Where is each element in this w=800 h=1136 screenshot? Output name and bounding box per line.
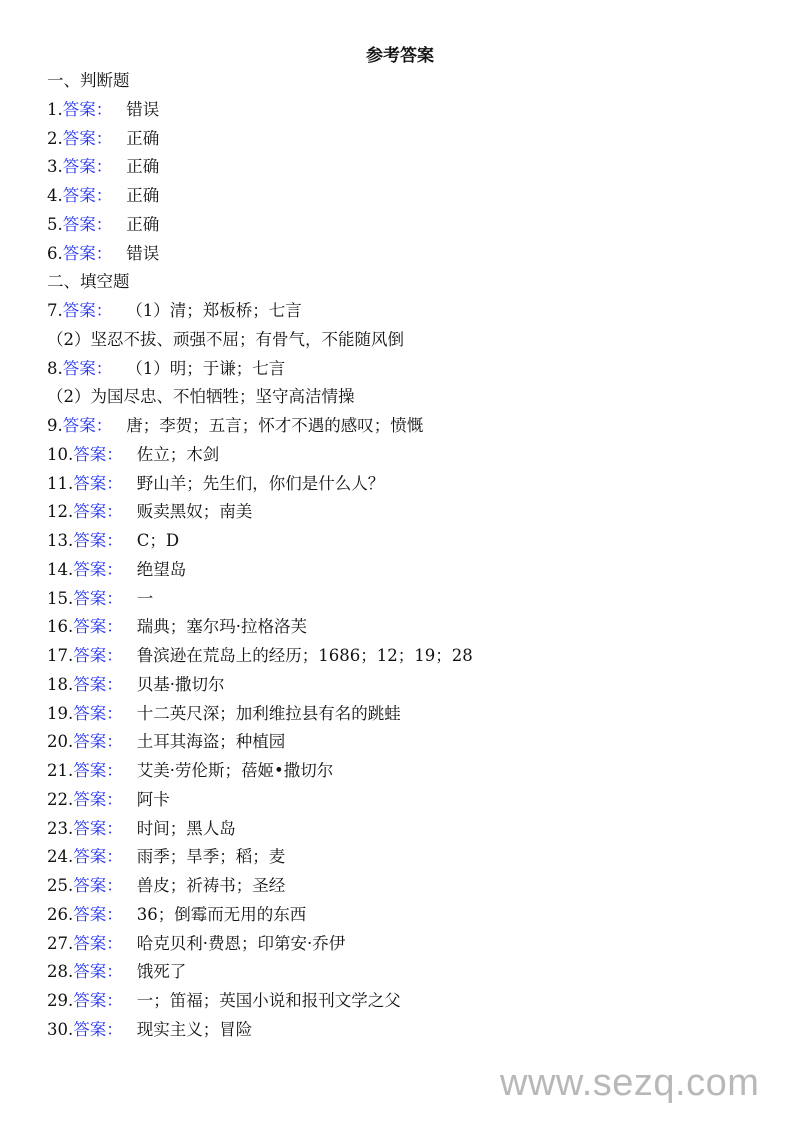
question-number: 17. xyxy=(47,646,74,665)
answer-item xyxy=(47,675,225,695)
answer-text: 饿死了 xyxy=(136,962,187,982)
answer-text: 贝基·撒切尔 xyxy=(136,674,225,694)
answer-label: 答案： xyxy=(73,444,123,464)
question-number: 19. xyxy=(47,703,74,723)
answer-text: 十二英尺深；加利维拉县有名的跳蛙 xyxy=(136,703,401,723)
answer-item xyxy=(47,560,186,580)
question-number: 25. xyxy=(47,876,74,895)
answer-label: 答案： xyxy=(73,674,123,694)
answer-text: 绝望岛 xyxy=(136,559,187,579)
answer-item xyxy=(47,359,285,379)
answer-text: 正确 xyxy=(126,157,160,177)
answer-label: 答案： xyxy=(73,703,123,723)
answer-text: 一；笛福；英国小说和报刊文学之父 xyxy=(136,991,401,1010)
answer-text: C；D xyxy=(136,531,180,550)
question-number: 30. xyxy=(47,1019,74,1039)
answer-continuation-text: （2）坚忍不拔、顽强不屈；有骨气，不能随风倒 xyxy=(47,329,404,349)
answer-item xyxy=(47,301,302,321)
answer-item xyxy=(47,589,153,609)
page-title: 参考答案 xyxy=(366,46,434,66)
answer-text: 一 xyxy=(136,588,154,608)
answer-item xyxy=(47,531,179,551)
question-number: 1. xyxy=(47,99,63,119)
section-heading-text: 二、填空题 xyxy=(47,272,130,292)
question-number: 5. xyxy=(47,214,63,234)
answer-label: 答案： xyxy=(73,847,123,867)
answer-text: 唐；李贺；五言；怀才不遇的感叹；愤慨 xyxy=(126,416,424,435)
answer-item xyxy=(47,502,252,522)
question-number: 6. xyxy=(47,243,63,263)
answer-label: 答案： xyxy=(62,157,113,177)
answer-label: 答案： xyxy=(62,358,113,378)
answer-item xyxy=(47,617,307,637)
question-number: 8. xyxy=(47,358,63,378)
answer-text: 正确 xyxy=(126,128,160,148)
answer-label: 答案： xyxy=(73,617,123,637)
answer-label: 答案： xyxy=(73,588,123,608)
answer-item xyxy=(47,646,473,666)
question-number: 14. xyxy=(47,559,74,579)
answer-text: 雨季；旱季；稻；麦 xyxy=(136,847,286,867)
answer-text: 鲁滨逊在荒岛上的经历；1686；12；19；28 xyxy=(136,646,473,665)
answer-text: 贩卖黑奴；南美 xyxy=(136,502,253,522)
question-number: 16. xyxy=(47,617,74,637)
question-number: 29. xyxy=(47,991,74,1010)
question-number: 24. xyxy=(47,847,74,867)
answer-item xyxy=(47,876,285,896)
question-number: 21. xyxy=(47,761,74,780)
answer-label: 答案： xyxy=(73,876,123,895)
answer-item xyxy=(47,1020,252,1040)
answer-label: 答案： xyxy=(73,732,123,752)
answer-label: 答案： xyxy=(73,761,123,780)
question-number: 4. xyxy=(47,186,63,205)
answer-label: 答案： xyxy=(62,243,113,263)
answer-item xyxy=(47,157,159,177)
question-number: 3. xyxy=(47,157,63,177)
question-number: 11. xyxy=(47,473,74,493)
answer-label: 答案： xyxy=(73,473,123,493)
answer-text: 现实主义；冒险 xyxy=(136,1019,253,1039)
answer-label: 答案： xyxy=(62,186,113,205)
question-number: 23. xyxy=(47,818,74,838)
answer-label: 答案： xyxy=(73,904,123,924)
answer-label: 答案： xyxy=(62,301,113,320)
question-number: 13. xyxy=(47,531,74,550)
answer-item xyxy=(47,847,285,867)
answer-text: 正确 xyxy=(126,186,160,205)
question-number: 22. xyxy=(47,789,74,809)
answer-text: 时间；黑人岛 xyxy=(136,818,236,838)
answer-label: 答案： xyxy=(73,1019,123,1039)
answer-text: （1）明；于谦；七言 xyxy=(126,358,286,378)
answer-continuation xyxy=(47,330,404,350)
answer-label: 答案： xyxy=(62,214,113,234)
question-number: 10. xyxy=(47,444,74,464)
answer-item xyxy=(47,704,401,724)
question-number: 2. xyxy=(47,128,63,148)
answer-item xyxy=(47,244,159,264)
answer-continuation xyxy=(47,387,355,407)
answer-item xyxy=(47,129,159,149)
question-number: 15. xyxy=(47,588,74,608)
answer-text: 野山羊；先生们，你们是什么人？ xyxy=(136,473,385,493)
answer-item xyxy=(47,732,285,752)
answer-text: （1）清；郑板桥；七言 xyxy=(126,301,302,320)
answer-item xyxy=(47,819,236,839)
question-number: 28. xyxy=(47,962,74,982)
answer-text: 瑞典；塞尔玛·拉格洛芙 xyxy=(136,617,307,637)
answer-item xyxy=(47,962,186,982)
question-number: 7. xyxy=(47,301,63,320)
watermark: www.sezq.com xyxy=(500,1062,760,1104)
section-heading xyxy=(47,71,130,91)
section-heading-text: 一、判断题 xyxy=(47,71,130,90)
question-number: 9. xyxy=(47,416,63,435)
answer-item xyxy=(47,790,170,810)
answer-text: 36；倒霉而无用的东西 xyxy=(136,904,307,924)
answer-text: 兽皮；祈祷书；圣经 xyxy=(136,876,286,895)
question-number: 12. xyxy=(47,502,74,522)
answer-item xyxy=(47,416,423,436)
answer-item xyxy=(47,761,333,781)
answer-continuation-text: （2）为国尽忠、不怕牺牲；坚守高洁情操 xyxy=(47,387,355,407)
answer-text: 正确 xyxy=(126,214,160,234)
answer-text: 艾美·劳伦斯；蓓姬•撒切尔 xyxy=(136,761,334,780)
answer-item xyxy=(47,215,159,235)
question-number: 20. xyxy=(47,732,74,752)
answer-item xyxy=(47,186,159,206)
answer-label: 答案： xyxy=(73,818,123,838)
answer-text: 错误 xyxy=(126,243,160,263)
answer-text: 阿卡 xyxy=(136,789,170,809)
question-number: 26. xyxy=(47,904,74,924)
answer-text: 错误 xyxy=(126,99,160,119)
answer-label: 答案： xyxy=(62,128,113,148)
answer-label: 答案： xyxy=(73,646,123,665)
answer-item xyxy=(47,934,345,954)
question-number: 18. xyxy=(47,674,74,694)
answer-label: 答案： xyxy=(73,962,123,982)
question-number: 27. xyxy=(47,933,74,953)
answer-text: 哈克贝利·费恩；印第安·乔伊 xyxy=(136,933,346,953)
answer-label: 答案： xyxy=(73,559,123,579)
answer-label: 答案： xyxy=(62,99,113,119)
answer-text: 土耳其海盗；种植园 xyxy=(136,732,286,752)
answer-label: 答案： xyxy=(62,416,113,435)
section-heading xyxy=(47,272,130,292)
answer-item xyxy=(47,100,159,120)
answer-item xyxy=(47,445,219,465)
answer-label: 答案： xyxy=(73,991,123,1010)
answer-label: 答案： xyxy=(73,502,123,522)
answer-label: 答案： xyxy=(73,789,123,809)
answer-item xyxy=(47,991,401,1011)
answer-label: 答案： xyxy=(73,531,123,550)
answer-label: 答案： xyxy=(73,933,123,953)
answer-text: 佐立；木剑 xyxy=(136,444,220,464)
answer-item xyxy=(47,905,306,925)
answer-item xyxy=(47,474,384,494)
